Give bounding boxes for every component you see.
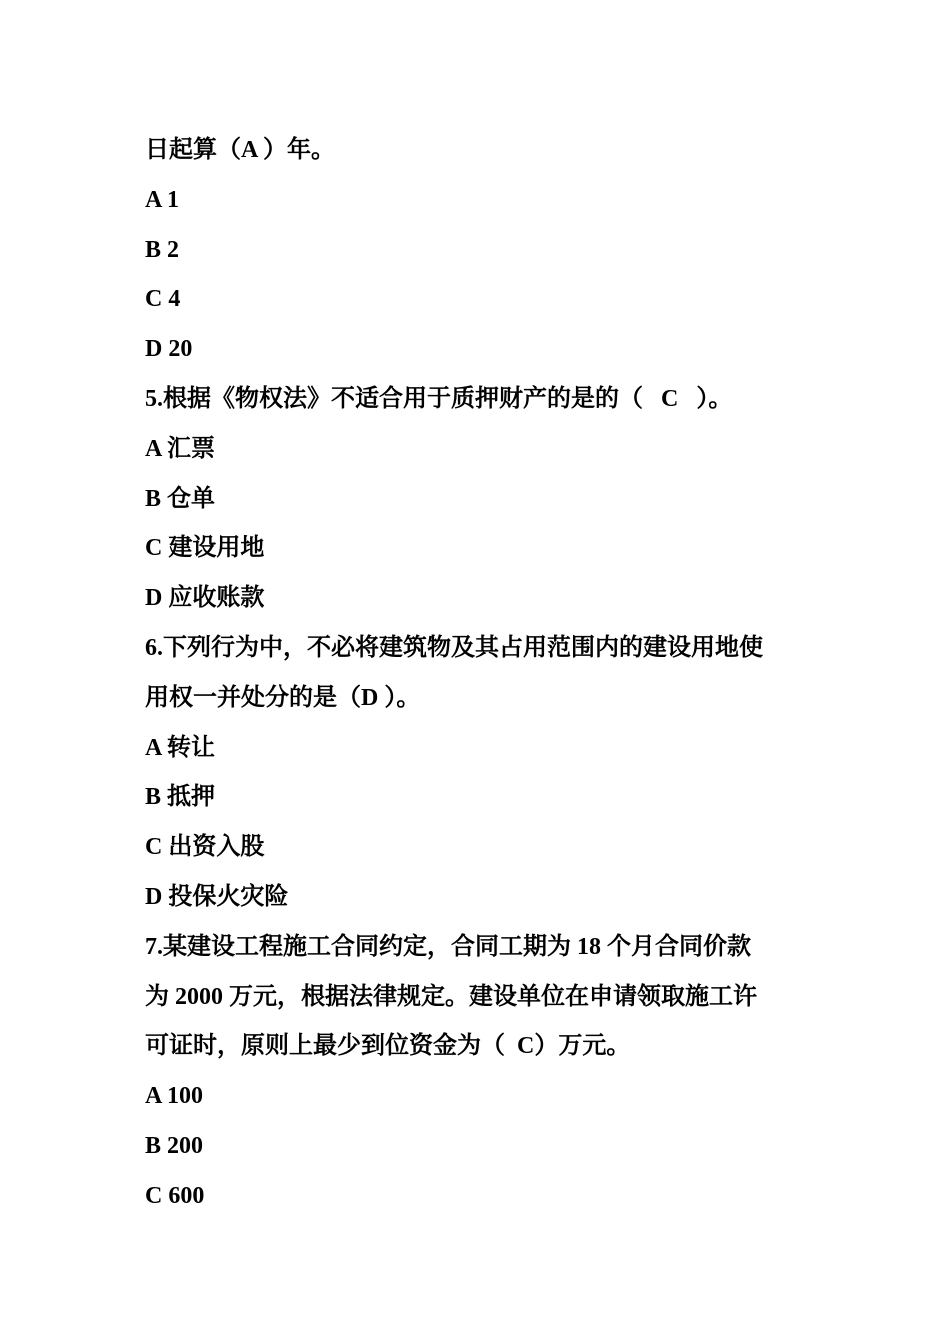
question-text: 5.根据《物权法》不适合用于质押财产的是的（ C ）。 <box>145 385 733 412</box>
question-text-line-1: 7.某建设工程施工合同约定，合同工期为 18 个月合同价款 <box>145 933 751 960</box>
option-b: B 抵押 <box>145 784 216 811</box>
option-d: D 应收账款 <box>145 585 265 612</box>
page-content <box>145 126 815 1222</box>
option-b: B 2 <box>145 236 180 263</box>
question-text: 日起算（A ）年。 <box>145 137 336 163</box>
option-b: B 仓单 <box>145 485 216 512</box>
option-a: A 汇票 <box>145 435 216 462</box>
option-a: A 1 <box>145 186 180 213</box>
question-text-line-3: 可证时，原则上最少到位资金为（ C）万元。 <box>145 1033 631 1060</box>
option-c: C 建设用地 <box>145 535 265 562</box>
question-text-line-1: 6.下列行为中，不必将建筑物及其占用范围内的建设用地使 <box>145 634 763 661</box>
option-a: A 100 <box>145 1083 204 1110</box>
question-text-line-2: 为 2000 万元，根据法律规定。建设单位在申请领取施工许 <box>145 983 757 1010</box>
option-d: D 20 <box>145 336 193 363</box>
question-text-line-2: 用权一并处分的是（D ）。 <box>145 684 421 711</box>
option-c: C 600 <box>145 1182 205 1209</box>
option-c: C 出资入股 <box>145 834 265 861</box>
option-b: B 200 <box>145 1132 204 1159</box>
option-c: C 4 <box>145 286 181 313</box>
option-d: D 投保火灾险 <box>145 883 289 910</box>
question-7 <box>145 923 815 1222</box>
question-4-fragment <box>145 126 815 375</box>
question-5 <box>145 375 815 624</box>
option-a: A 转让 <box>145 734 216 761</box>
question-6 <box>145 624 815 923</box>
